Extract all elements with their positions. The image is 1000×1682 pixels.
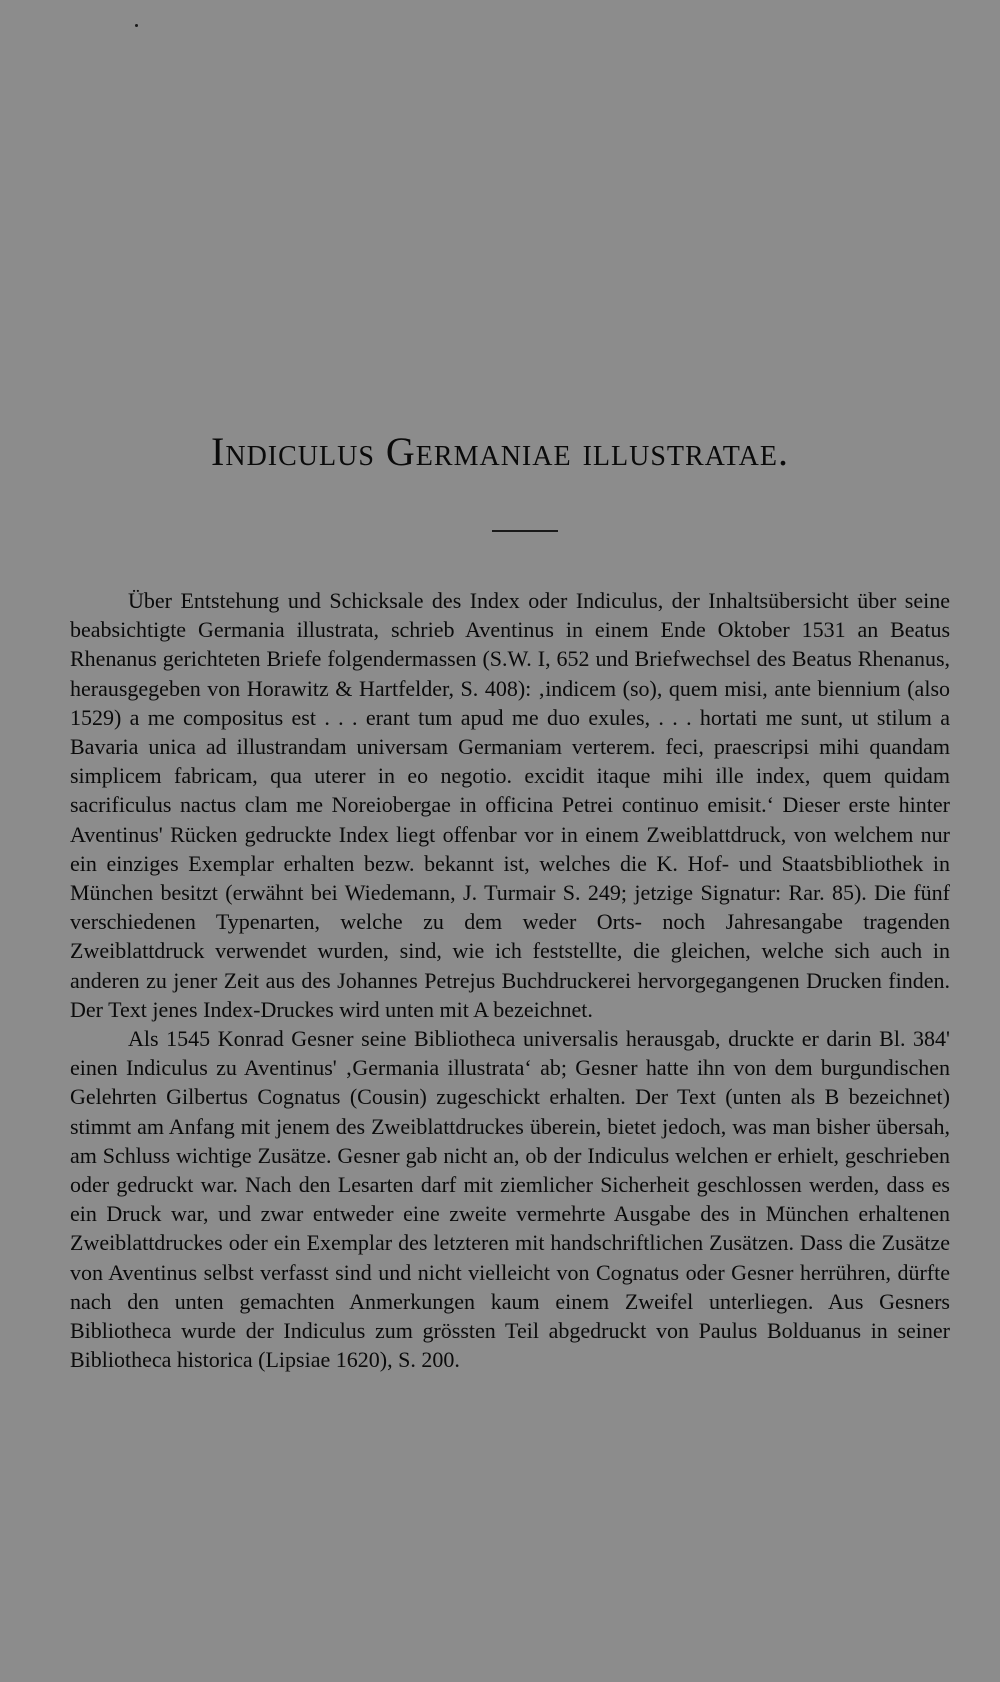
body-text [70, 586, 950, 1374]
print-speck [135, 24, 138, 27]
page-title: Indiculus Germaniae illustratae. [211, 429, 789, 474]
paragraph-2: Als 1545 Konrad Gesner seine Bibliotheca universalis herausgab, druckte er darin Bl. 384' einen Indiculus zu Aventinus' ‚Germania illustrata‘ ab; Gesner hatte ihn von dem burgundischen Gelehrten Gilbertus Cognatus (Cousin) zugeschickt erhalten. Der Text (unten als B bezeichnet) stimmt am Anfang mit jenem des Zweiblattdruckes überein, bietet jedoch, was man bisher übersah, am Schluss wichtige Zusätze. Gesner gab nicht an, ob der Indiculus welchen er erhielt, geschrieben oder gedruckt war. Nach den Lesarten darf mit ziemlicher Sicherheit geschlossen werden, dass es ein Druck war, und zwar entweder eine zweite vermehrte Ausgabe des in München erhaltenen Zweiblattdruckes oder ein Exemplar des letzteren mit handschriftlichen Zusätzen. Dass die Zusätze von Aventinus selbst verfasst sind und nicht vielleicht von Cognatus oder Gesner herrühren, dürfte nach den unten gemachten Anmerkungen kaum einem Zweifel unterliegen. Aus Gesners Bibliotheca wurde der Indiculus zum grössten Teil abgedruckt von Paulus Bolduanus in seiner Bibliotheca historica (Lipsiae 1620), S. 200. [70, 1026, 950, 1373]
title-divider [492, 530, 558, 532]
paragraph-1: Über Entstehung und Schicksale des Index oder Indiculus, der Inhaltsübersicht über seine beabsichtigte Germania illustrata, schrieb Aventinus in einem Ende Oktober 1531 an Beatus Rhenanus gerichteten Briefe folgendermassen (S.W. I, 652 und Briefwechsel des Beatus Rhenanus, herausgegeben von Horawitz & Hartfelder, S. 408): ‚indicem (so), quem misi, ante biennium (also 1529) a me compositus est . . . erant tum apud me duo exules, . . . hortati me sunt, ut stilum a Bavaria unica ad illustrandam universam Germaniam verterem. feci, praescripsi mihi quandam simplicem fabricam, qua uterer in eo negotio. excidit itaque mihi ille index, quem quidam sacrificulus nactus clam me Noreiobergae in officina Petrei continuo emisit.‘ Dieser erste hinter Aventinus' Rücken gedruckte Index liegt offenbar vor in einem Zweiblattdruck, von welchem nur ein einziges Exemplar erhalten bezw. bekannt ist, welches die K. Hof- und Staatsbibliothek in München besitzt (erwähnt bei Wiedemann, J. Turmair S. 249; jetzige Signatur: Rar. 85). Die fünf verschiedenen Typenarten, welche zu dem weder Orts- noch Jahresangabe tragenden Zweiblattdruck verwendet wurden, sind, wie ich feststellte, die gleichen, welche sich auch in anderen zu jener Zeit aus des Johannes Petrejus Buchdruckerei hervorgegangenen Drucken finden. Der Text jenes Index-Druckes wird unten mit A bezeichnet. [70, 588, 950, 1022]
